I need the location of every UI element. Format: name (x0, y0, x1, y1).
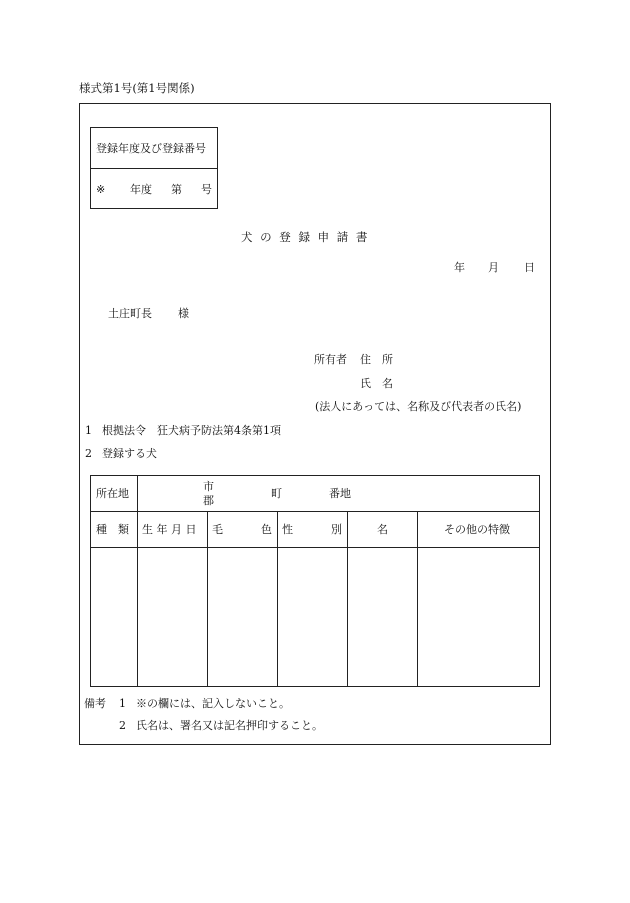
item-2-text: 登録する犬 (102, 447, 157, 460)
dog-table (90, 475, 540, 687)
location-label: 所在地 (96, 487, 129, 500)
table-col-divider-3 (277, 511, 278, 687)
registration-mark: ※ (96, 183, 106, 196)
header-kind: 種 類 (96, 523, 129, 536)
owner-note: (法人にあっては、名称及び代表者の氏名) (315, 400, 522, 413)
header-coat-2: 色 (261, 523, 272, 536)
location-county: 郡 (203, 494, 214, 507)
owner-address-label: 住 所 (360, 353, 393, 366)
header-name: 名 (377, 523, 388, 536)
registration-box-divider (91, 168, 217, 169)
location-lot: 番地 (329, 487, 351, 500)
remark-2-number: 2 (119, 719, 126, 732)
header-sex-1: 性 (282, 523, 293, 536)
item-1-number: 1 (85, 424, 92, 437)
date-day: 日 (524, 261, 535, 274)
registration-box (90, 127, 218, 209)
registration-year-label: 年度 (130, 183, 152, 196)
date-year: 年 (454, 261, 465, 274)
remark-2-text: 氏名は、署名又は記名押印すること。 (136, 719, 323, 732)
addressee-honorific: 様 (178, 307, 189, 320)
header-sex-2: 別 (331, 523, 342, 536)
document-title: 犬 の 登 録 申 請 書 (241, 230, 370, 244)
item-1-text: 根拠法令 狂犬病予防法第4条第1項 (102, 424, 281, 437)
header-other: その他の特徴 (444, 523, 510, 536)
table-col-divider-5 (417, 511, 418, 687)
location-city: 市 (203, 480, 214, 493)
registration-number-prefix: 第 (171, 183, 182, 196)
remarks-label: 備考 (84, 697, 106, 710)
owner-label: 所有者 (314, 353, 347, 366)
remark-1-text: ※の欄には、記入しないこと。 (136, 697, 290, 710)
registration-number-suffix: 号 (201, 183, 212, 196)
table-row-divider-2 (91, 547, 539, 548)
table-row-divider-1 (91, 511, 539, 512)
addressee-name: 土庄町長 (108, 307, 152, 320)
header-birth: 生 年 月 日 (142, 523, 197, 536)
owner-name-label: 氏 名 (360, 377, 393, 390)
table-col-divider-2 (207, 511, 208, 687)
location-town: 町 (271, 487, 282, 500)
form-number: 様式第1号(第1号関係) (79, 81, 195, 95)
item-2-number: 2 (85, 447, 92, 460)
header-coat-1: 毛 (212, 523, 223, 536)
registration-box-header: 登録年度及び登録番号 (96, 142, 206, 155)
table-col-divider-1 (137, 476, 138, 687)
remark-1-number: 1 (119, 697, 126, 710)
date-month: 月 (488, 261, 499, 274)
table-col-divider-4 (347, 511, 348, 687)
